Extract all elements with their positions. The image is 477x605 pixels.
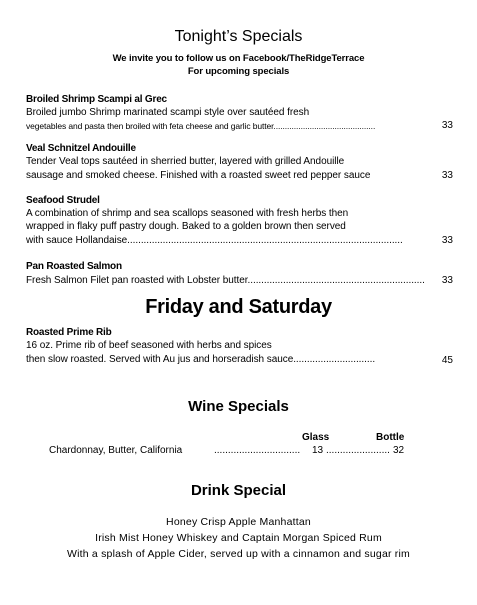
- special-name: Pan Roasted Salmon: [26, 261, 122, 272]
- special-name: Broiled Shrimp Scampi al Grec: [26, 94, 167, 105]
- special-description: wrapped in flaky puff pastry dough. Baked to a golden brown then served: [26, 221, 346, 232]
- page-title: Tonight’s Specials: [174, 28, 303, 45]
- special-description: A combination of shrimp and sea scallops seasoned with fresh herbs then: [26, 208, 349, 219]
- special-price: 45: [441, 355, 453, 366]
- special-description: 16 oz. Prime rib of beef seasoned with herbs and spices: [26, 340, 272, 351]
- wine-leader-dots: ...............................: [214, 445, 301, 456]
- wine-name: Chardonnay, Butter, California: [49, 445, 183, 456]
- special-description: sausage and smoked cheese. Finished with a roasted sweet red pepper sauce: [26, 170, 371, 181]
- special-price: 33: [441, 170, 453, 181]
- special-description: with sauce Hollandaise.....................................................................................................: [26, 235, 403, 246]
- drink-line: Irish Mist Honey Whiskey and Captain Morgan Spiced Rum: [95, 532, 382, 544]
- special-description: Fresh Salmon Filet pan roasted with Lobster butter.................................................................: [26, 275, 425, 286]
- special-description: then slow roasted. Served with Au jus and horseradish sauce..............................: [26, 354, 376, 365]
- wine-glass-header: Glass: [302, 432, 330, 443]
- special-name: Veal Schnitzel Andouille: [26, 143, 136, 154]
- drink-line: Honey Crisp Apple Manhattan: [166, 516, 311, 528]
- drink-line: With a splash of Apple Cider, served up with a cinnamon and sugar rim: [67, 548, 410, 560]
- weekend-heading: Friday and Saturday: [145, 296, 332, 318]
- facebook-invite-text: We invite you to follow us on Facebook/TheRidgeTerrace: [112, 53, 365, 64]
- special-price: 33: [441, 275, 453, 286]
- upcoming-specials-text: For upcoming specials: [187, 66, 290, 77]
- special-name: Roasted Prime Rib: [26, 327, 112, 338]
- drink-heading: Drink Special: [190, 482, 287, 499]
- special-price: 33: [441, 120, 453, 131]
- special-description: vegetables and pasta then broiled with feta cheese and garlic butter.............................................: [26, 121, 376, 131]
- special-name: Seafood Strudel: [26, 195, 100, 206]
- wine-glass-price: 13: [312, 445, 324, 456]
- special-price: 33: [441, 235, 453, 246]
- wine-bottle-header: Bottle: [376, 432, 405, 443]
- special-description: Tender Veal tops sautéed in sherried butter, layered with grilled Andouille: [26, 156, 345, 167]
- wine-bottle-price: 32: [393, 445, 405, 456]
- wine-heading: Wine Specials: [188, 398, 289, 415]
- wine-leader-dots: .......................: [326, 445, 390, 456]
- special-description: Broiled jumbo Shrimp marinated scampi style over sautéed fresh: [26, 107, 310, 118]
